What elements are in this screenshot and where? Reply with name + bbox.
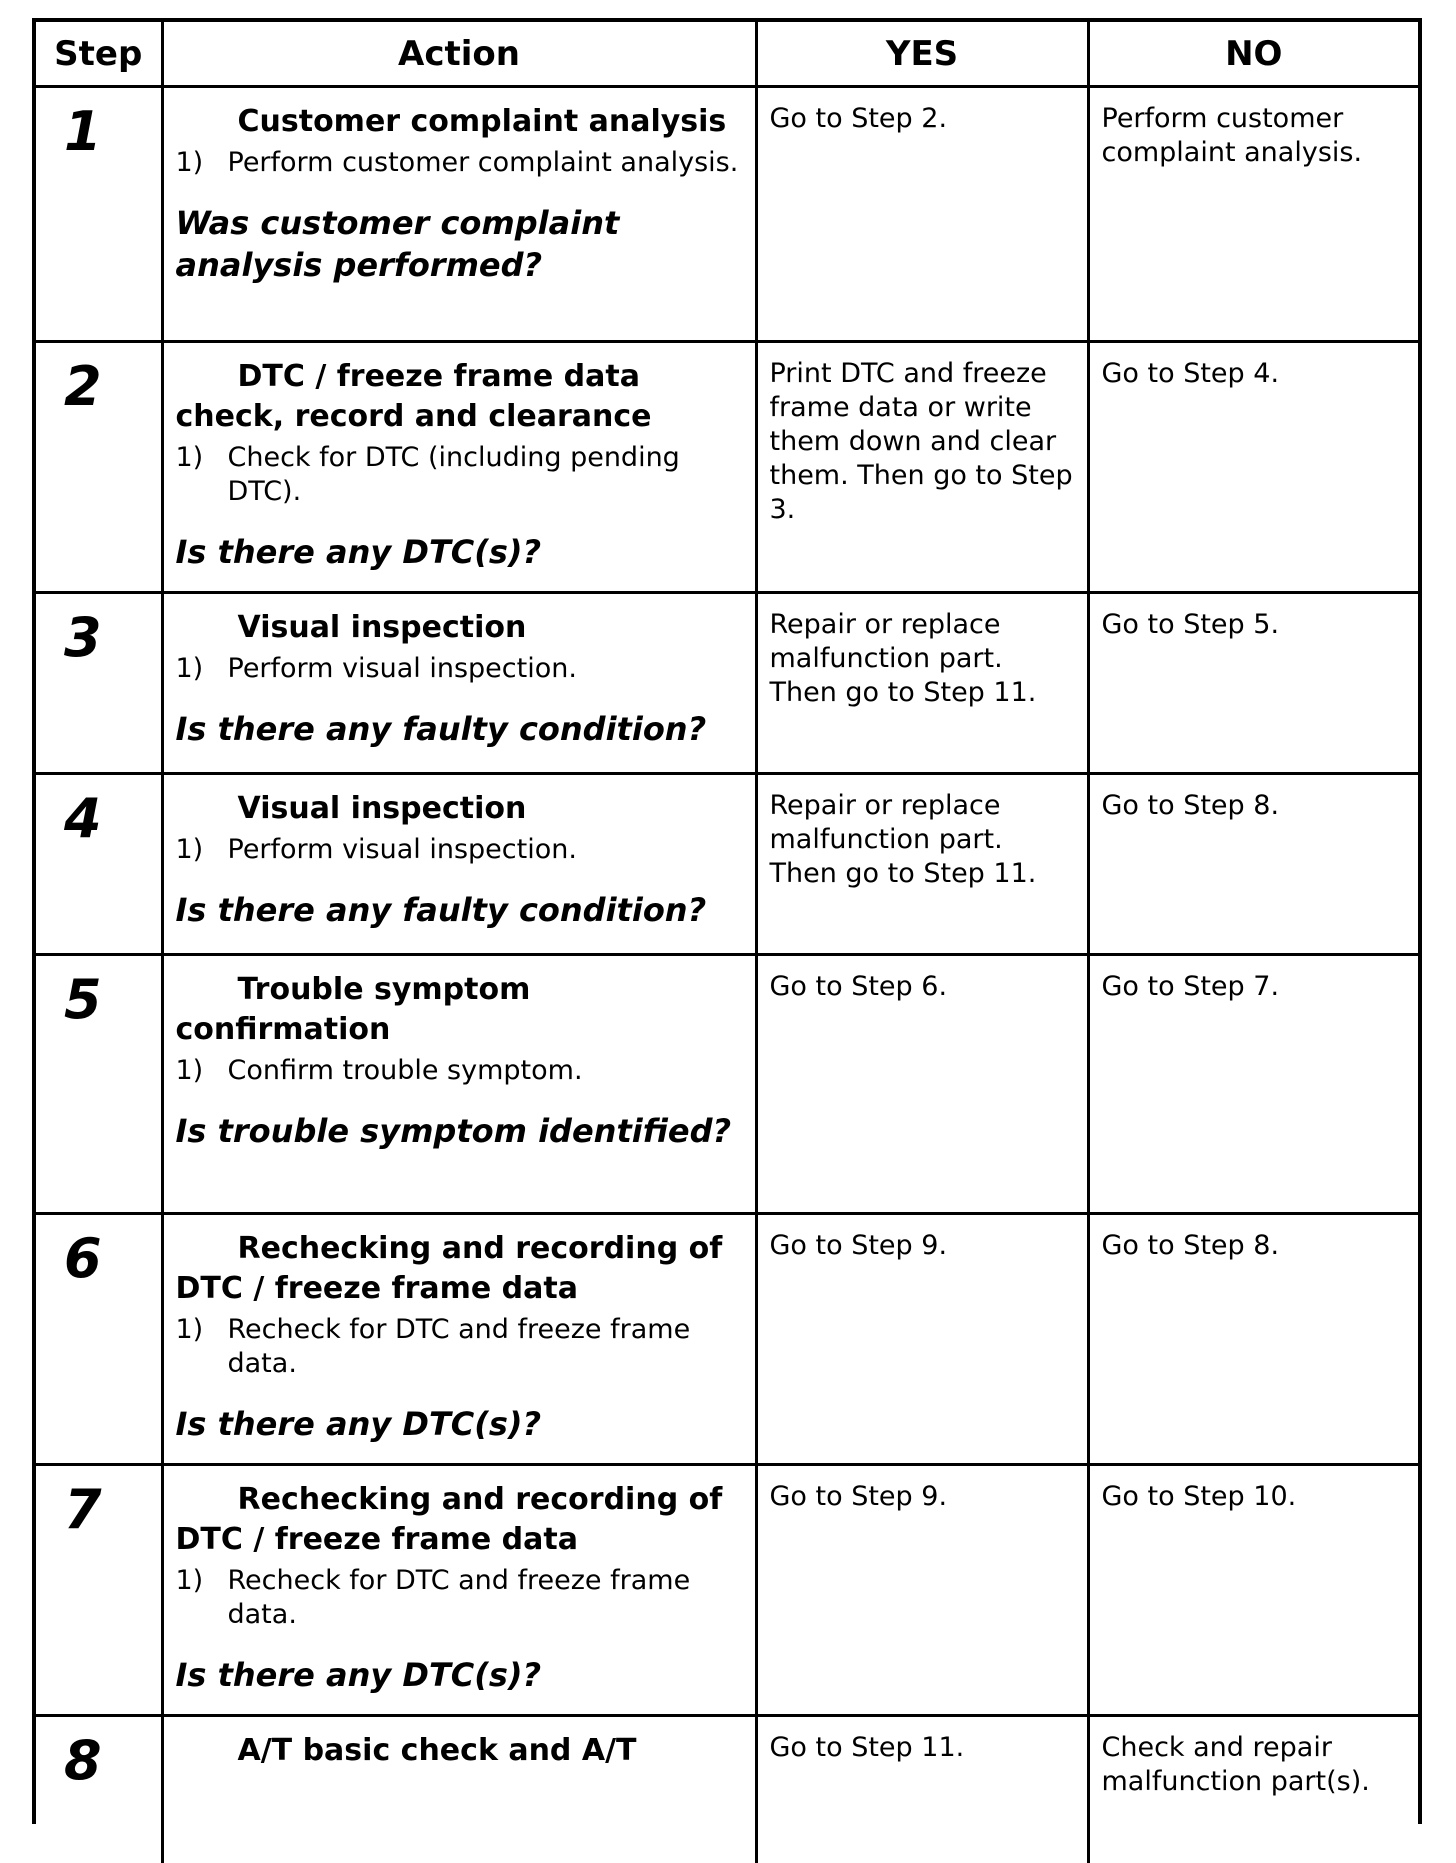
table-row: [36, 342, 1418, 593]
no-cell: Check and repair malfunction part(s).: [1088, 1716, 1418, 1863]
action-title: Rechecking and recording of DTC / freeze frame data: [176, 1480, 745, 1560]
no-cell: Go to Step 7.: [1088, 955, 1418, 1214]
item-text: Recheck for DTC and freeze frame data.: [228, 1313, 745, 1381]
action-title: DTC / freeze frame data check, record and clearance: [176, 357, 745, 437]
yes-cell: Go to Step 11.: [756, 1716, 1088, 1863]
action-cell: [162, 955, 756, 1214]
header-action: Action: [162, 22, 756, 87]
action-question: Is there any DTC(s)?: [176, 531, 745, 573]
item-number: 1): [176, 1313, 228, 1381]
action-title: Trouble symptom confirmation: [176, 970, 745, 1050]
item-number: 1): [176, 146, 228, 180]
item-text: Confirm trouble symptom.: [228, 1054, 583, 1088]
table-row: [36, 955, 1418, 1214]
step-number: 2: [36, 342, 162, 593]
table-row: [36, 593, 1418, 774]
no-cell: Go to Step 10.: [1088, 1465, 1418, 1716]
item-number: 1): [176, 833, 228, 867]
item-text: Perform visual inspection.: [228, 833, 577, 867]
yes-cell: Go to Step 9.: [756, 1465, 1088, 1716]
yes-cell: Go to Step 9.: [756, 1214, 1088, 1465]
action-cell: [162, 774, 756, 955]
action-cell: [162, 342, 756, 593]
step-number: 1: [36, 87, 162, 342]
no-cell: Perform customer complaint analysis.: [1088, 87, 1418, 342]
yes-cell: Print DTC and freeze frame data or write them down and clear them. Then go to Step 3.: [756, 342, 1088, 593]
diagnostic-flow-table: [36, 22, 1418, 1863]
header-no: NO: [1088, 22, 1418, 87]
action-item: [176, 833, 745, 867]
action-title: Visual inspection: [176, 608, 745, 648]
action-item: [176, 1564, 745, 1632]
action-item: [176, 441, 745, 509]
yes-cell: Go to Step 6.: [756, 955, 1088, 1214]
item-number: 1): [176, 441, 228, 509]
table-row: [36, 1214, 1418, 1465]
item-number: 1): [176, 1564, 228, 1632]
no-cell: Go to Step 8.: [1088, 1214, 1418, 1465]
step-number: 3: [36, 593, 162, 774]
action-title: Visual inspection: [176, 789, 745, 829]
diagnostic-flow-table-page: [32, 18, 1422, 1824]
action-title: Customer complaint analysis: [176, 102, 745, 142]
action-item: [176, 1313, 745, 1381]
action-cell: [162, 593, 756, 774]
item-number: 1): [176, 1054, 228, 1088]
table-row: [36, 1465, 1418, 1716]
table-row: [36, 774, 1418, 955]
action-question: Is there any DTC(s)?: [176, 1403, 745, 1445]
action-cell: [162, 1214, 756, 1465]
header-row: [36, 22, 1418, 87]
item-number: 1): [176, 652, 228, 686]
action-question: Is trouble symptom identified?: [176, 1110, 745, 1152]
table-row: [36, 87, 1418, 342]
step-number: 5: [36, 955, 162, 1214]
action-item: [176, 652, 745, 686]
table-row: [36, 1716, 1418, 1863]
action-cell: [162, 87, 756, 342]
action-title: A/T basic check and A/T: [176, 1731, 745, 1771]
step-number: 8: [36, 1716, 162, 1863]
item-text: Check for DTC (including pending DTC).: [228, 441, 745, 509]
item-text: Perform visual inspection.: [228, 652, 577, 686]
step-number: 4: [36, 774, 162, 955]
header-yes: YES: [756, 22, 1088, 87]
yes-cell: Repair or replace malfunction part. Then go to Step 11.: [756, 774, 1088, 955]
no-cell: Go to Step 8.: [1088, 774, 1418, 955]
header-step: Step: [36, 22, 162, 87]
action-cell: [162, 1716, 756, 1863]
action-question: Is there any faulty condition?: [176, 708, 745, 750]
action-item: [176, 146, 745, 180]
step-number: 7: [36, 1465, 162, 1716]
yes-cell: Go to Step 2.: [756, 87, 1088, 342]
step-number: 6: [36, 1214, 162, 1465]
item-text: Perform customer complaint analysis.: [228, 146, 739, 180]
yes-cell: Repair or replace malfunction part. Then go to Step 11.: [756, 593, 1088, 774]
action-question: Is there any DTC(s)?: [176, 1654, 745, 1696]
action-item: [176, 1054, 745, 1088]
action-question: Was customer complaint analysis performed?: [176, 202, 745, 286]
item-text: Recheck for DTC and freeze frame data.: [228, 1564, 745, 1632]
action-question: Is there any faulty condition?: [176, 889, 745, 931]
no-cell: Go to Step 4.: [1088, 342, 1418, 593]
action-cell: [162, 1465, 756, 1716]
action-title: Rechecking and recording of DTC / freeze frame data: [176, 1229, 745, 1309]
no-cell: Go to Step 5.: [1088, 593, 1418, 774]
